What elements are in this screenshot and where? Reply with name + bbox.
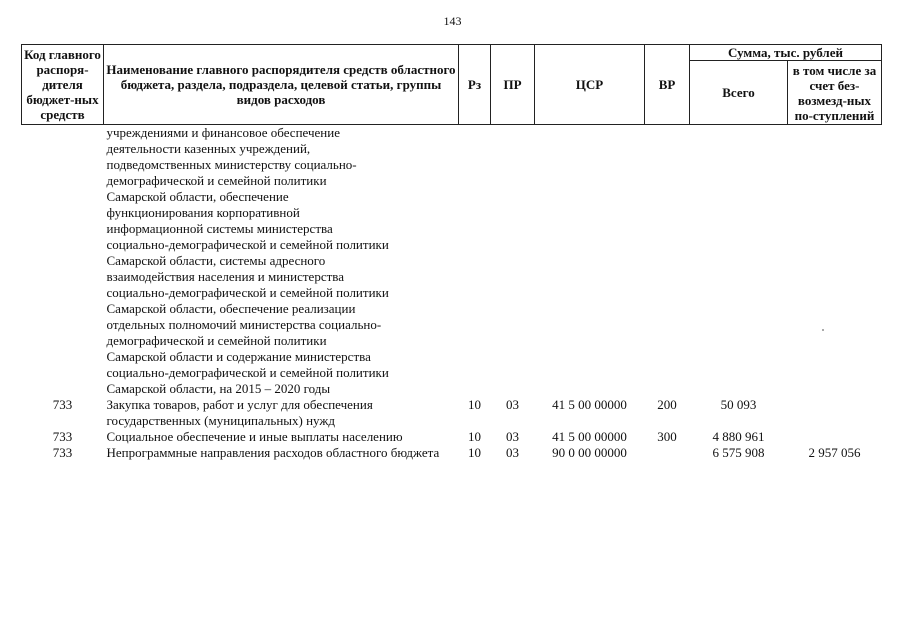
row-pr: 03 <box>506 429 519 444</box>
table-body <box>22 125 882 462</box>
table-row <box>22 429 882 445</box>
row-vr: 200 <box>657 397 677 412</box>
row-name: Закупка товаров, работ и услуг для обеспечения государственных (муниципальных) нужд <box>106 397 373 428</box>
row-pr: 03 <box>506 397 519 412</box>
header-code: Код главного распоря-дителя бюджет-ных средств <box>22 45 104 125</box>
row-name: Социальное обеспечение и иные выплаты населению <box>106 429 403 444</box>
row-vr <box>645 445 690 461</box>
table-row <box>22 445 882 461</box>
row-rz: 10 <box>468 429 481 444</box>
header-csr: ЦСР <box>535 45 645 125</box>
row-vr: 300 <box>657 429 677 444</box>
row-code: 733 <box>52 397 73 412</box>
row-csr: 41 5 00 00000 <box>552 429 627 444</box>
continuation-row <box>22 125 882 398</box>
header-name: Наименование главного распорядителя средств областного бюджета, раздела, подраздела, целевой статьи, группы видов расходов <box>104 45 459 125</box>
row-incl <box>788 397 882 429</box>
row-incl <box>788 429 882 445</box>
row-total: 50 093 <box>720 397 757 412</box>
table-header <box>22 45 882 125</box>
row-total: 6 575 908 <box>712 445 765 460</box>
table-row <box>22 397 882 429</box>
row-code: 733 <box>52 445 73 460</box>
row-code: 733 <box>52 429 73 444</box>
header-pr: ПР <box>491 45 535 125</box>
header-sum-group: Сумма, тыс. рублей <box>690 45 882 61</box>
continuation-text: учреждениями и финансовое обеспечение деятельности казенных учреждений, подведомственных министерству социально- демографической и семейной политики Самарской области, обеспечение функционирования корпоративной информационной системы министерства социально-демографической и семейной политики Самарской области, системы адресного взаимодействия населения и министерства социально-демографической и семейной политики Самарской области, обеспечение реализации отдельных полномочий министерства социально- демографической и семейной политики Самарской области и содержание министерства социально-демографической и семейной политики Самарской области, на 2015 – 2020 годы <box>106 125 389 396</box>
header-total: Всего <box>690 61 788 125</box>
row-rz: 10 <box>468 397 481 412</box>
row-pr: 03 <box>506 445 519 460</box>
header-vr: ВР <box>645 45 690 125</box>
header-incl: в том числе за счет без-возмезд-ных по-ступлений <box>788 61 882 125</box>
budget-table <box>21 44 882 461</box>
page-number: 143 <box>443 14 462 28</box>
row-total: 4 880 961 <box>712 429 765 444</box>
row-rz: 10 <box>468 445 481 460</box>
row-name: Непрограммные направления расходов областного бюджета <box>106 445 440 460</box>
row-csr: 41 5 00 00000 <box>552 397 627 412</box>
row-csr: 90 0 00 00000 <box>552 445 627 460</box>
header-rz: Рз <box>459 45 491 125</box>
row-incl: 2 957 056 <box>808 445 861 460</box>
